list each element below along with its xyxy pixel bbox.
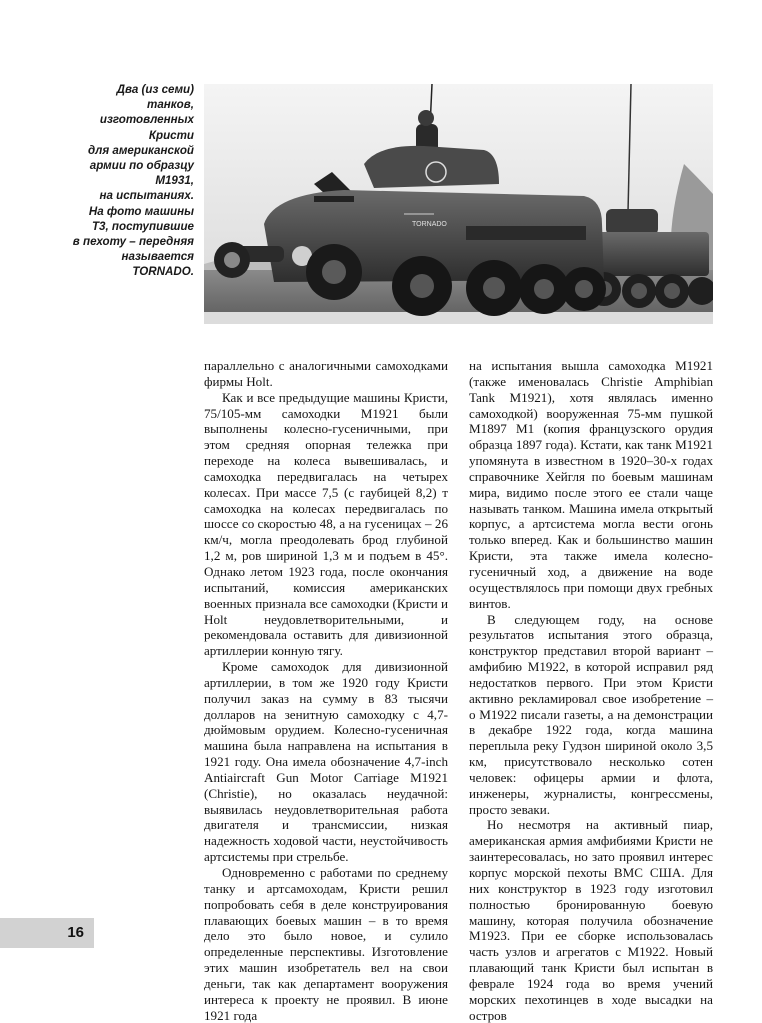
caption-line: армии по образцу [89,159,194,173]
right-text-column [469,358,713,1023]
caption-line: Кристи [148,128,194,142]
caption-line: Два (из семи) [116,83,194,96]
caption-line: TORNADO. [132,265,194,279]
left-text-column [204,358,448,1023]
paragraph: Кроме самоходок для дивизионной артиллерии, в том же 1920 году Кристи получил заказ на сумму в 83 тысячи долларов на зенитную самоходку с 4,7-дюймовым орудием. Колесно-гусеничная машина была направлена на испытания в 1921 году. Она имела обозначение 4,7-inch Antiaircraft Gun Motor Carriage M1921 (Christie), но оказалась неудачной: выявилась неудовлетворительная работа двигателя и трансмиссии, низкая надежность ходовой части, неустойчивость артсистемы при стрельбе. [204,659,448,865]
caption-line: М1931, [155,174,194,188]
caption-line: изготовленных [99,113,194,127]
paragraph: Одновременно с работами по среднему танку и артсамоходам, Кристи решил попробовать себя в деле конструирования плавающих боевых машин – в то время дело это было новое, и сулило определенные перспективы. Изготовление этих машин изобретатель вел на свои деньги, так как департамент вооружения интереса к проекту не проявил. В июне 1921 года [204,865,448,1023]
paragraph: на испытания вышла самоходка М1921 (также именовалась Christie Amphibian Tank M1921), хотя являлась именно самоходкой) вооруженная 75-мм пушкой М1897 M1 (копия французского орудия образца 1897 года). Кстати, как танк М1921 упомянута в известном в 1920–30-х годах справочнике Хейгля по боевым машинам мира, видимо после этого ее стали чаще называть танком. Машина имела открытый корпус, а артсистема могла вести огонь только вперед. Как и большинство машин Кристи, эта также имела колесно-гусеничный ход, а движение на воде осуществлялось при помощи двух гребных винтов. [469,358,713,611]
tank-photo [204,84,713,324]
paragraph: Как и все предыдущие машины Кристи, 75/105-мм самоходки М1921 были выполнены колесно-гусеничными, при этом средняя опорная тележка при переходе на колеса вывешивалась, и самоходка передвигалась на четырех колесах. При массе 7,5 (с гаубицей 8,2) т самоходка на колесах передвигалась по шоссе со скоростью 48, а на гусеницах – 26 км/ч, могла преодолевать брод глубиной 1,2 м, ров шириной 1,3 м и подъем в 45°. Однако летом 1923 года, после окончания испытаний, комиссия американских военных признала все самоходки (Кристи и Holt неудовлетворительными, и рекомендовала оставить для дивизионной артиллерии конную тягу. [204,389,448,659]
paragraph: параллельно с аналогичными самоходками фирмы Holt. [204,358,448,389]
tank-name-label: TORNADO [412,221,447,228]
photo-caption [20,82,194,280]
caption-line: на испытаниях. [99,189,194,203]
caption-line: танков, [147,98,194,112]
caption-line: в пехоту – передняя [72,235,194,249]
paragraph: Но несмотря на активный пиар, американская армия амфибиями Кристи не заинтересовалась, но зато проявил интерес корпус морской пехоты ВМС США. Для них конструктор в 1923 году изготовил полностью бронированную боевую машину, которая получила обозначение М1923. При ее сборке использовалась часть узлов и агрегатов с М1922. Новый плавающий танк Кристи был испытан в феврале 1924 года во время учений морских пехотинцев в ходе высадки на остров [469,817,713,1023]
page-number: 16 [0,918,94,948]
caption-line: называется [121,250,194,264]
paragraph: В следующем году, на основе результатов испытания этого образца, конструктор представил второй вариант – амфибию М1922, в которой исправил ряд недостатков первого. При этом Кристи активно рекламировал свое изобретение – о М1922 писали газеты, а на демонстрации в декабре 1922 года, когда машина переплыла реку Гудзон шириной около 3,5 км, присутствовало несколько сотен человек: офицеры армии и флота, инженеры, журналисты, конгрессмены, просто зеваки. [469,611,713,817]
caption-line: Т3, поступившие [91,219,194,233]
caption-line: На фото машины [88,204,194,218]
caption-line: для американской [87,143,194,157]
